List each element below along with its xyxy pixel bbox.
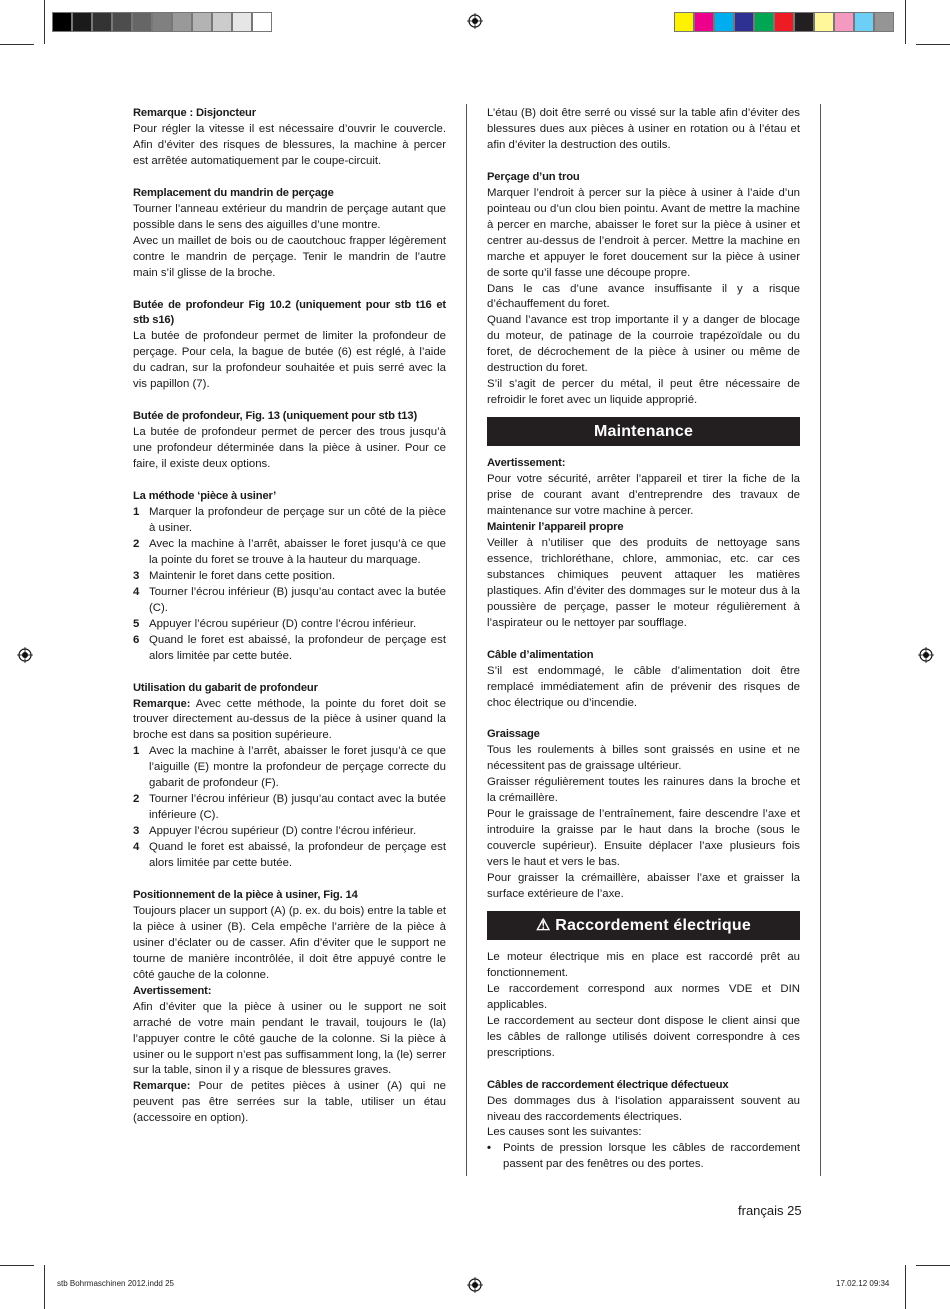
registration-mark-icon [467, 13, 483, 29]
color-swatch [734, 12, 754, 32]
paragraph: Les causes sont les suivantes: [487, 1126, 642, 1139]
bullet-icon: • [487, 1142, 491, 1155]
warning-triangle-icon: ⚠ [536, 916, 551, 934]
warning-label: Avertissement: [487, 457, 566, 470]
crop-mark [905, 0, 906, 44]
column-divider [466, 104, 467, 1176]
numbered-list [133, 744, 446, 872]
paragraph: Des dommages dus à l‘isolation apparaissent souvent au niveau des raccordements électriques. [487, 1094, 800, 1123]
right-column [487, 106, 800, 1173]
paragraph: Remarque: Avec cette méthode, la pointe du foret doit se trouver directement au-dessus de la pièce à usiner quand la broche est dans sa position supérieure. [133, 697, 446, 742]
paragraph: Toujours placer un support (A) (p. ex. du bois) entre la table et la pièce à usiner (B). Cela empêche l’arrière de la pièce à usiner d’éclater ou de casser. Afin d’éviter que le support ne tourne de manière incontrôlée, il doit être appuyé contre le côté gauche de la colonne. [133, 904, 446, 981]
color-swatch [774, 12, 794, 32]
paragraph: Pour le graissage de l’entraînement, faire descendre l’axe et introduire la graisse par le haut dans la broche (sous le couvercle supérieur). Ensuite déplacer l’axe plusieurs fois vers le haut et vers le bas. [487, 808, 800, 869]
bullet-list [487, 1141, 800, 1173]
crop-mark [905, 1265, 906, 1309]
list-item: 1 Marquer la profondeur de perçage sur un côté de la pièce à usiner. [133, 506, 446, 534]
crop-mark [0, 1265, 34, 1266]
paragraph: Le raccordement au secteur dont dispose le client ainsi que les câbles de rallonge utilisés doivent correspondre à ces prescriptions. [487, 1014, 800, 1059]
paragraph: Tous les roulements à billes sont graissés en usine et ne nécessitent pas de graissage ultérieur. [487, 744, 800, 773]
color-swatch [192, 12, 212, 32]
note-label: Remarque: [133, 1080, 191, 1093]
section-heading: Maintenir l’appareil propre [487, 520, 624, 533]
warning-label: Avertissement: [133, 984, 212, 997]
list-item: • Points de pression lorsque les câbles de raccordement passent par des fenêtres ou des portes. [487, 1142, 800, 1171]
section-heading: Butée de profondeur Fig 10.2 (uniquement pour stb t16 et stb s16) [133, 298, 446, 327]
color-swatch [794, 12, 814, 32]
section-heading: Perçage d’un trou [487, 170, 580, 183]
list-item: 2 Tourner l’écrou inférieur (B) jusqu’au contact avec la butée inférieure (C). [133, 793, 446, 822]
process-color-bar [674, 12, 894, 32]
color-swatch [112, 12, 132, 32]
section-heading: La méthode ‘pièce à usiner’ [133, 490, 277, 503]
registration-mark-icon [467, 1277, 483, 1293]
section-heading: Remarque : Disjoncteur [133, 107, 256, 119]
paragraph: Avec un maillet de bois ou de caoutchouc frapper légèrement contre le mandrin de perçage. Tenir le mandrin de l’autre main s’il glisse de la broche. [133, 234, 446, 279]
section-banner-maintenance: Maintenance [487, 417, 800, 446]
list-item: 3 Maintenir le foret dans cette position. [133, 569, 336, 582]
paragraph: Pour votre sécurité, arrêter l’appareil et tirer la fiche de la prise de courant avant d’entreprendre des travaux de maintenance sur votre machine à percer. [487, 473, 800, 518]
crop-mark [44, 0, 45, 44]
list-item: 3 Appuyer l’écrou supérieur (D) contre l’écrou inférieur. [133, 825, 417, 838]
paragraph: Pour graisser la crémaillère, abaisser l’axe et graisser la surface extérieure de l’axe. [487, 872, 800, 900]
color-swatch [252, 12, 272, 32]
color-swatch [52, 12, 72, 32]
crop-mark [916, 1265, 950, 1266]
color-swatch [92, 12, 112, 32]
left-column [133, 106, 446, 1127]
print-slug-date: 17.02.12 09:34 [836, 1279, 890, 1288]
paragraph: Graisser régulièrement toutes les rainures dans la broche et la crémaillère. [487, 776, 800, 805]
color-swatch [694, 12, 714, 32]
list-item: 2 Avec la machine à l’arrêt, abaisser le foret jusqu’à ce que la pointe du foret se trouve à la hauteur du marquage. [133, 537, 446, 566]
color-swatch [874, 12, 894, 32]
column-divider [820, 104, 821, 1176]
color-swatch [232, 12, 252, 32]
section-heading: Graissage [487, 728, 540, 741]
paragraph: Le raccordement correspond aux normes VDE et DIN applicables. [487, 982, 800, 1011]
color-swatch [72, 12, 92, 32]
paragraph: Remarque: Pour de petites pièces à usiner (A) qui ne peuvent pas être serrées sur la table, utiliser un étau (accessoire en option). [133, 1080, 446, 1125]
registration-mark-icon [918, 647, 934, 663]
crop-mark [0, 44, 34, 45]
list-item: 5 Appuyer l’écrou supérieur (D) contre l’écrou inférieur. [133, 617, 417, 630]
section-heading: Câble d’alimentation [487, 648, 594, 661]
color-swatch [132, 12, 152, 32]
list-item: 4 Quand le foret est abaissé, la profondeur de perçage est alors limitée par cette butée. [133, 841, 446, 870]
section-banner-electrical: ⚠ Raccordement électrique [487, 911, 800, 940]
section-heading: Câbles de raccordement électrique défectueux [487, 1078, 729, 1091]
color-swatch [674, 12, 694, 32]
paragraph: Veiller à n’utiliser que des produits de nettoyage sans essence, trichloréthane, chlore, ammoniac, etc. car ces substances chimiques peuvent attaquer les matières plastiques. Afin d’éviter des dommages sur le moteur dus à la poussière de perçage, passer le moteur régulièrement à l’aspirateur ou le nettoyer par soufflage. [487, 536, 800, 629]
print-slug-file: stb Bohrmaschinen 2012.indd 25 [57, 1279, 174, 1288]
color-swatch [814, 12, 834, 32]
registration-mark-icon [17, 647, 33, 663]
list-item: 1 Avec la machine à l’arrêt, abaisser le foret jusqu’à ce que l’aiguille (E) montre la profondeur de perçage correcte du gabarit de profondeur (F). [133, 745, 446, 790]
paragraph: La butée de profondeur permet de percer des trous jusqu’à une profondeur déterminée dans la pièce à usiner. Pour ce faire, il existe deux options. [133, 426, 446, 471]
color-swatch [714, 12, 734, 32]
crop-mark [44, 1265, 45, 1309]
section-heading: Remplacement du mandrin de perçage [133, 186, 334, 199]
paragraph: S’il s’agit de percer du métal, il peut être nécessaire de refroidir le foret avec un liquide approprié. [487, 378, 800, 407]
crop-mark [916, 44, 950, 45]
paragraph: S’il est endommagé, le câble d’alimentation doit être remplacé immédiatement afin de prévenir des risques de choc électrique ou d’incendie. [487, 664, 800, 709]
color-swatch [212, 12, 232, 32]
color-swatch [754, 12, 774, 32]
paragraph: L’étau (B) doit être serré ou vissé sur la table afin d’éviter des blessures dues aux pièces à usiner en rotation ou à l’étau et afin d’éviter la destruction des outils. [487, 107, 800, 151]
numbered-list [133, 505, 446, 665]
section-heading: Butée de profondeur, Fig. 13 (uniquement pour stb t13) [133, 410, 418, 423]
paragraph: Afin d’éviter que la pièce à usiner ou le support ne soit arraché de votre main pendant le travail, toujours le (la) l’appuyer contre le côté gauche de la colonne. Si la pièce à usiner ou le support n’est pas suffisamment long, la (le) serrer sur la table, sinon il y a risque de blessures graves. [133, 1000, 446, 1077]
paragraph: Marquer l’endroit à percer sur la pièce à usiner à l’aide d’un pointeau ou d’un clou bien pointu. Avant de mettre la machine à percer en marche, abaisser le foret sur la pièce à usiner et centrer au-dessus de l’endroit à percer. Mettre la machine en marche et appuyer le foret doucement sur la pièce à usiner de sorte qu’il fasse une découpe propre. [487, 186, 800, 279]
section-heading: Positionnement de la pièce à usiner, Fig. 14 [133, 888, 358, 901]
page-number: français 25 [738, 1203, 802, 1218]
color-swatch [172, 12, 192, 32]
list-item: 6 Quand le foret est abaissé, la profondeur de perçage est alors limitée par cette butée. [133, 633, 446, 662]
paragraph: Le moteur électrique mis en place est raccordé prêt au fonctionnement. [487, 950, 800, 979]
paragraph: Tourner l’anneau extérieur du mandrin de perçage autant que possible dans le sens des aiguilles d’une montre. [133, 202, 446, 231]
grayscale-color-bar [52, 12, 272, 32]
color-swatch [834, 12, 854, 32]
paragraph: Quand l’avance est trop importante il y a danger de blocage du moteur, de patinage de la courroie trapézoïdale ou du foret, de décrochement de la pièce à usiner ou même de destruction du foret. [487, 314, 800, 375]
paragraph: La butée de profondeur permet de limiter la profondeur de perçage. Pour cela, la bague de butée (6) est réglé, à l’aide du cadran, sur la profondeur souhaitée et puis serré avec la vis papillon (7). [133, 330, 446, 391]
list-item: 4 Tourner l’écrou inférieur (B) jusqu’au contact avec la butée (C). [133, 585, 446, 614]
paragraph: Dans le cas d’une avance insuffisante il y a risque d’échauffement du foret. [487, 282, 800, 311]
color-swatch [854, 12, 874, 32]
note-label: Remarque: [133, 697, 191, 710]
section-heading: Utilisation du gabarit de profondeur [133, 681, 318, 694]
paragraph: Pour régler la vitesse il est nécessaire d’ouvrir le couvercle. Afin d’éviter des risques de blessures, la machine à percer est arrêtée automatiquement par le coupe-circuit. [133, 122, 446, 167]
color-swatch [152, 12, 172, 32]
